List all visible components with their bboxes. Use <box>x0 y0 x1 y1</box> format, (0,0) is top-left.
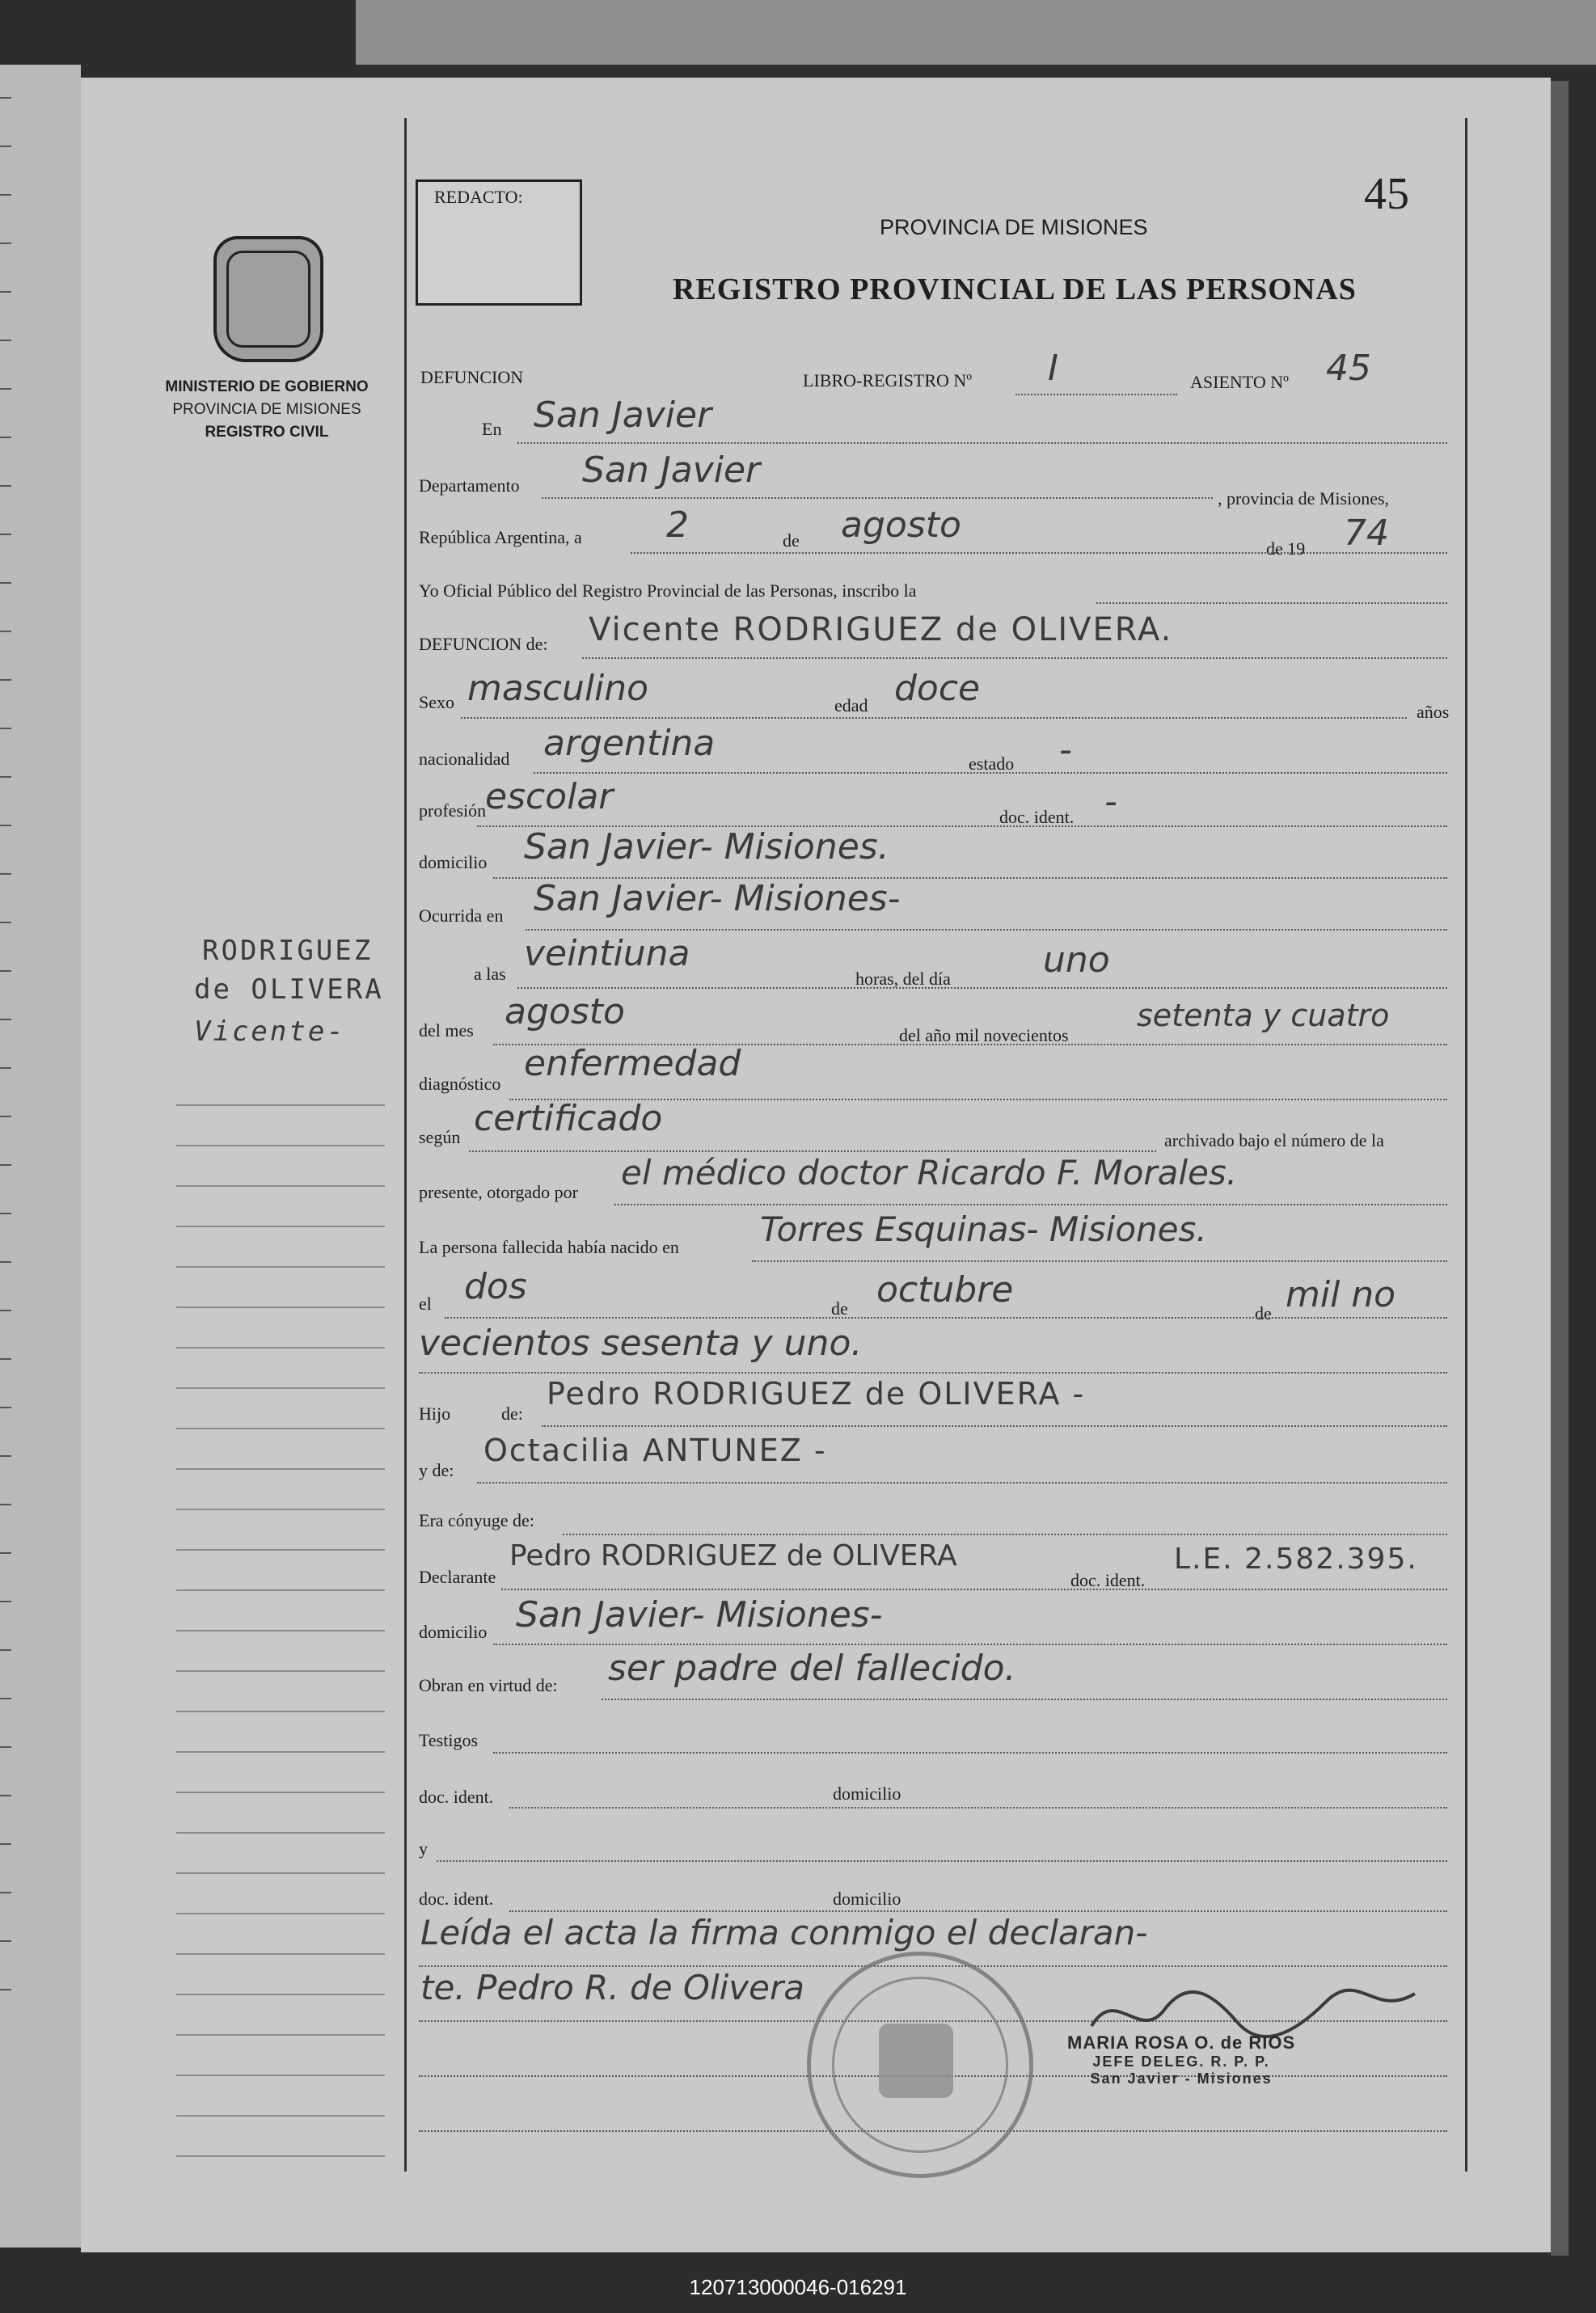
defuncion-header: DEFUNCION <box>420 367 524 387</box>
defuncion-de-label: DEFUNCION de: <box>419 634 548 654</box>
province-title: PROVINCIA DE MISIONES <box>880 215 1148 239</box>
y-label: y <box>419 1838 428 1859</box>
edad-value: doce <box>894 668 981 709</box>
en-value: San Javier <box>534 395 712 436</box>
hijo-label: Hijo <box>419 1403 451 1424</box>
testigo2-domicilio-label: domicilio <box>833 1889 901 1909</box>
sexo-value: masculino <box>467 668 649 709</box>
horas-del-dia-label: horas, del día <box>855 969 951 989</box>
de19-label: de 19 <box>1266 538 1306 559</box>
departamento-value: San Javier <box>582 450 761 491</box>
mes-value: agosto <box>841 504 961 546</box>
registry-title: REGISTRO PROVINCIAL DE LAS PERSONAS <box>673 272 1357 306</box>
ano-muerte-value: setenta y cuatro <box>1137 998 1390 1033</box>
redacto-label: REDACTO: <box>434 187 523 207</box>
closing-line2: te. Pedro R. de Olivera <box>420 1968 804 2007</box>
domicilio-label: domicilio <box>419 852 488 872</box>
left-page-edge <box>0 65 81 2248</box>
margin-column <box>81 78 404 2252</box>
nac-ano2-value: vecientos sesenta y uno. <box>419 1323 863 1364</box>
en-label: En <box>482 419 502 439</box>
ano-value: 74 <box>1344 513 1389 554</box>
profesion-value: escolar <box>485 776 614 817</box>
edad-label: edad <box>834 695 868 715</box>
obran-value: ser padre del fallecido. <box>608 1648 1016 1689</box>
libro-value: I <box>1048 348 1058 389</box>
y-de-label: y de: <box>419 1460 454 1480</box>
ministry-line1: MINISTERIO DE GOBIERNO <box>165 378 369 395</box>
dia-muerte-value: uno <box>1043 939 1110 981</box>
domicilio-declarante-label: domicilio <box>419 1622 488 1642</box>
de-label-1: de <box>783 530 800 551</box>
ocurrida-en-value: San Javier- Misiones- <box>534 878 901 919</box>
obran-label: Obran en virtud de: <box>419 1675 558 1695</box>
a-las-label: a las <box>474 964 506 984</box>
nac-dia-value: dos <box>464 1266 527 1307</box>
segun-value: certificado <box>474 1098 663 1139</box>
testigo2-doc-label: doc. ident. <box>419 1889 494 1909</box>
declarante-doc-label: doc. ident. <box>1070 1570 1146 1590</box>
de-label-2: de <box>831 1298 848 1319</box>
diagnostico-value: enfermedad <box>524 1043 741 1084</box>
doc-ident-label: doc. ident. <box>999 807 1075 827</box>
right-form-border <box>1465 118 1467 2172</box>
estado-label: estado <box>969 753 1015 774</box>
province-seal-icon <box>213 236 323 362</box>
el-label: el <box>419 1294 432 1314</box>
segun-label: según <box>419 1127 461 1147</box>
estado-value: - <box>1059 729 1072 770</box>
dia-value: 2 <box>666 504 689 546</box>
nacionalidad-value: argentina <box>543 723 716 764</box>
mes-muerte-value: agosto <box>505 991 625 1032</box>
republica-label: República Argentina, a <box>419 527 582 547</box>
margin-note-line2: de OLIVERA <box>194 973 384 1006</box>
nacido-en-value: Torres Esquinas- Misiones. <box>760 1209 1207 1249</box>
left-form-border <box>404 118 407 2172</box>
sexo-label: Sexo <box>419 692 454 712</box>
hora-value: veintiuna <box>524 933 690 974</box>
nac-ano1-value: mil no <box>1286 1274 1396 1315</box>
registry-stamp-icon <box>807 1952 1033 2178</box>
signature-block <box>1067 2032 1295 2087</box>
padre-value: Pedro RODRIGUEZ de OLIVERA - <box>547 1376 1086 1412</box>
doc-ident-value: - <box>1104 781 1117 822</box>
profesion-label: profesión <box>419 800 487 821</box>
de-label-3: de <box>1255 1303 1272 1323</box>
presente-label: presente, otorgado por <box>419 1182 578 1202</box>
ocurrida-en-label: Ocurrida en <box>419 905 504 926</box>
madre-value: Octacilia ANTUNEZ - <box>483 1433 827 1468</box>
signatory-title: JEFE DELEG. R. P. P. <box>1092 2053 1270 2070</box>
testigo1-doc-label: doc. ident. <box>419 1787 494 1807</box>
declarante-value: Pedro RODRIGUEZ de OLIVERA <box>509 1539 957 1572</box>
image-caption: 120713000046-016291 <box>689 2275 907 2299</box>
ministry-line3: REGISTRO CIVIL <box>205 424 329 441</box>
book-top-edge <box>356 0 1596 65</box>
folio-number: 45 <box>1364 169 1409 219</box>
conyuge-label: Era cónyuge de: <box>419 1510 534 1530</box>
declarante-label: Declarante <box>419 1567 496 1587</box>
provincia-label: , provincia de Misiones, <box>1218 488 1390 509</box>
closing-line1: Leída el acta la firma conmigo el declaran- <box>420 1913 1148 1952</box>
libro-label: LIBRO-REGISTRO Nº <box>803 370 973 390</box>
nacionalidad-label: nacionalidad <box>419 749 510 769</box>
margin-note-line1: RODRIGUEZ <box>202 935 374 967</box>
medico-value: el médico doctor Ricardo F. Morales. <box>621 1153 1238 1192</box>
domicilio-value: San Javier- Misiones. <box>524 826 889 867</box>
testigos-label: Testigos <box>419 1730 479 1750</box>
del-mes-label: del mes <box>419 1020 474 1040</box>
del-ano-label: del año mil novecientos <box>899 1025 1069 1045</box>
nac-mes-value: octubre <box>876 1269 1014 1311</box>
page-shadow <box>1551 81 1569 2256</box>
departamento-label: Departamento <box>419 475 520 496</box>
asiento-value: 45 <box>1326 348 1371 389</box>
anos-label: años <box>1417 702 1450 722</box>
yo-oficial-label: Yo Oficial Público del Registro Provincial de las Personas, inscribo la <box>419 580 917 601</box>
testigo1-domicilio-label: domicilio <box>833 1783 901 1804</box>
margin-note-line3: Vicente- <box>194 1015 346 1048</box>
redacto-box <box>416 179 582 306</box>
signatory-place: San Javier - Misiones <box>1090 2070 1273 2087</box>
hijo-de-label: de: <box>501 1403 523 1424</box>
declarante-doc-value: L.E. 2.582.395. <box>1174 1543 1418 1576</box>
archivado-label: archivado bajo el número de la <box>1164 1130 1384 1150</box>
nombre-value: Vicente RODRIGUEZ de OLIVERA. <box>589 611 1173 648</box>
asiento-label: ASIENTO Nº <box>1190 372 1289 392</box>
domicilio-declarante-value: San Javier- Misiones- <box>516 1594 883 1636</box>
diagnostico-label: diagnóstico <box>419 1074 501 1094</box>
nacido-en-label: La persona fallecida había nacido en <box>419 1237 679 1257</box>
death-record-page <box>81 78 1551 2252</box>
ministry-line2: PROVINCIA DE MISIONES <box>172 401 361 418</box>
signatory-name: MARIA ROSA O. de RIOS <box>1067 2032 1296 2053</box>
